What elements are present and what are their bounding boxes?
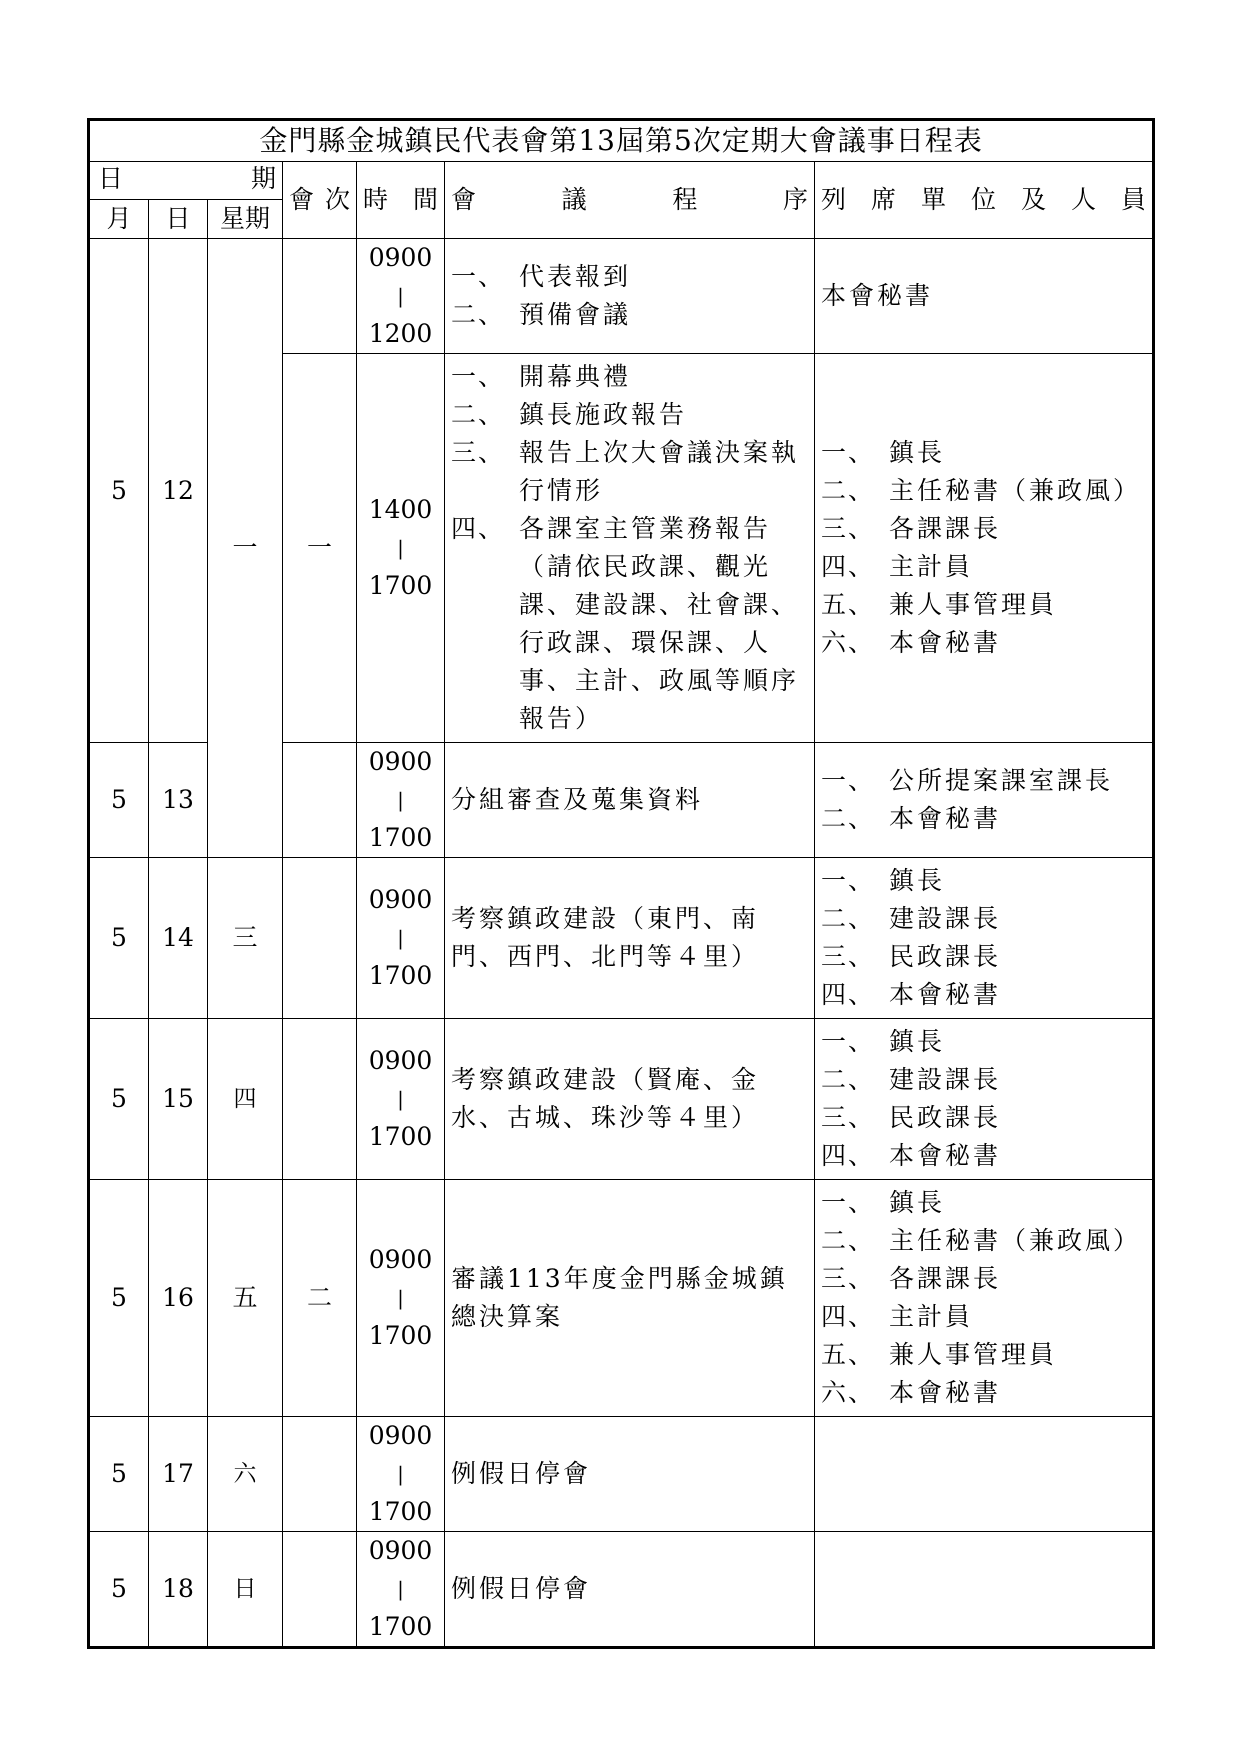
- agenda-header: 會 議 程 序: [445, 162, 815, 239]
- table-row: [89, 1532, 1154, 1648]
- session-cell: [283, 1019, 357, 1180]
- day-cell: 16: [149, 1180, 208, 1417]
- day-cell: 12: [149, 239, 208, 743]
- weekday-cell: 六: [208, 1417, 283, 1532]
- attendee-item: 三、 民政課長: [821, 1103, 1002, 1132]
- month-cell: 5: [89, 1532, 149, 1648]
- time-cell: 0900 | 1700: [357, 743, 445, 858]
- attendee-item: 五、 兼人事管理員: [821, 590, 1058, 619]
- month-cell: 5: [89, 1180, 149, 1417]
- agenda-item: 三、 報告上次大會議決案執行情形: [451, 438, 800, 505]
- attendee-item: 五、 兼人事管理員: [821, 1340, 1058, 1369]
- weekday-cell: 三: [208, 858, 283, 1019]
- day-cell: 15: [149, 1019, 208, 1180]
- weekday-cell: 五: [208, 1180, 283, 1417]
- month-header: 月: [89, 200, 149, 239]
- month-cell: 5: [89, 743, 149, 858]
- agenda-cell: [445, 354, 815, 743]
- session-header: 會 次: [283, 162, 357, 239]
- attendees-cell: [815, 1532, 1154, 1648]
- attendee-item: 六、 本會秘書: [821, 628, 1002, 657]
- session-cell: [283, 858, 357, 1019]
- time-cell: 0900 | 1700: [357, 1019, 445, 1180]
- month-cell: 5: [89, 858, 149, 1019]
- agenda-cell: [445, 239, 815, 354]
- time-cell: 0900 | 1700: [357, 1417, 445, 1532]
- attendee-item: 四、 主計員: [821, 552, 974, 581]
- table-row: [89, 239, 1154, 354]
- attendee-item: 二、 建設課長: [821, 904, 1002, 933]
- table-row: [89, 1019, 1154, 1180]
- date-header-right: 期: [250, 164, 276, 193]
- attendee-item: 四、 本會秘書: [821, 980, 1002, 1009]
- agenda-cell: 考察鎮政建設（賢庵、金水、古城、珠沙等４里）: [445, 1019, 815, 1180]
- attendees-cell: [815, 1180, 1154, 1417]
- day-cell: 14: [149, 858, 208, 1019]
- attendee-item: 二、 建設課長: [821, 1065, 1002, 1094]
- time-cell: 0900 | 1700: [357, 1532, 445, 1648]
- page-title: 金門縣金城鎮民代表會第13屆第5次定期大會議事日程表: [89, 120, 1154, 162]
- weekday-cell: 一: [208, 239, 283, 858]
- agenda-item: 二、 預備會議: [451, 300, 632, 329]
- agenda-item: 二、 鎮長施政報告: [451, 400, 688, 429]
- attendee-item: 一、 鎮長: [821, 866, 946, 895]
- session-cell: [283, 743, 357, 858]
- agenda-cell: 考察鎮政建設（東門、南門、西門、北門等４里）: [445, 858, 815, 1019]
- time-cell: 0900 | 1700: [357, 1180, 445, 1417]
- time-header: 時 間: [357, 162, 445, 239]
- agenda-item: 四、 各課室主管業務報告（請依民政課、觀光課、建設課、社會課、行政課、環保課、人事、主計、政風等順序報告）: [451, 514, 800, 733]
- schedule-table: [87, 118, 1155, 1649]
- attendees-cell: 本會秘書: [815, 239, 1154, 354]
- attendee-item: 一、 鎮長: [821, 438, 946, 467]
- attendee-item: 一、 鎮長: [821, 1188, 946, 1217]
- session-cell: 二: [283, 1180, 357, 1417]
- time-cell: 0900 | 1200: [357, 239, 445, 354]
- attendee-item: 六、 本會秘書: [821, 1378, 1002, 1407]
- attendees-header: 列 席 單 位 及 人 員: [815, 162, 1154, 239]
- agenda-cell: 例假日停會: [445, 1532, 815, 1648]
- attendee-item: 四、 本會秘書: [821, 1141, 1002, 1170]
- date-header: [89, 162, 283, 200]
- attendee-item: 三、 民政課長: [821, 942, 1002, 971]
- attendees-cell: [815, 743, 1154, 858]
- agenda-item: 一、 開幕典禮: [451, 362, 632, 391]
- day-cell: 17: [149, 1417, 208, 1532]
- time-cell: 1400 | 1700: [357, 354, 445, 743]
- month-cell: 5: [89, 1417, 149, 1532]
- session-cell: [283, 1532, 357, 1648]
- attendees-cell: [815, 858, 1154, 1019]
- session-cell: [283, 239, 357, 354]
- table-row: [89, 1417, 1154, 1532]
- agenda-cell: 例假日停會: [445, 1417, 815, 1532]
- attendee-item: 三、 各課課長: [821, 1264, 1002, 1293]
- weekday-cell: 四: [208, 1019, 283, 1180]
- month-cell: 5: [89, 239, 149, 743]
- day-cell: 13: [149, 743, 208, 858]
- day-header: 日: [149, 200, 208, 239]
- attendee-item: 三、 各課課長: [821, 514, 1002, 543]
- weekday-cell: 日: [208, 1532, 283, 1648]
- month-cell: 5: [89, 1019, 149, 1180]
- date-header-left: 日: [98, 164, 124, 193]
- attendee-item: 二、 主任秘書（兼政風）: [821, 1226, 1142, 1255]
- agenda-cell: 分組審查及蒐集資料: [445, 743, 815, 858]
- attendee-item: 一、 鎮長: [821, 1027, 946, 1056]
- session-cell: [283, 1417, 357, 1532]
- day-cell: 18: [149, 1532, 208, 1648]
- attendees-cell: [815, 1019, 1154, 1180]
- attendee-item: 二、 主任秘書（兼政風）: [821, 476, 1142, 505]
- attendees-cell: [815, 1417, 1154, 1532]
- agenda-item: 一、 代表報到: [451, 262, 632, 291]
- attendee-item: 一、 公所提案課室課長: [821, 766, 1114, 795]
- agenda-cell: 審議113年度金門縣金城鎮總決算案: [445, 1180, 815, 1417]
- table-row: [89, 1180, 1154, 1417]
- time-cell: 0900 | 1700: [357, 858, 445, 1019]
- weekday-header: 星期: [208, 200, 283, 239]
- attendee-item: 二、 本會秘書: [821, 804, 1002, 833]
- table-row: [89, 858, 1154, 1019]
- attendee-item: 四、 主計員: [821, 1302, 974, 1331]
- attendees-cell: [815, 354, 1154, 743]
- session-cell: 一: [283, 354, 357, 743]
